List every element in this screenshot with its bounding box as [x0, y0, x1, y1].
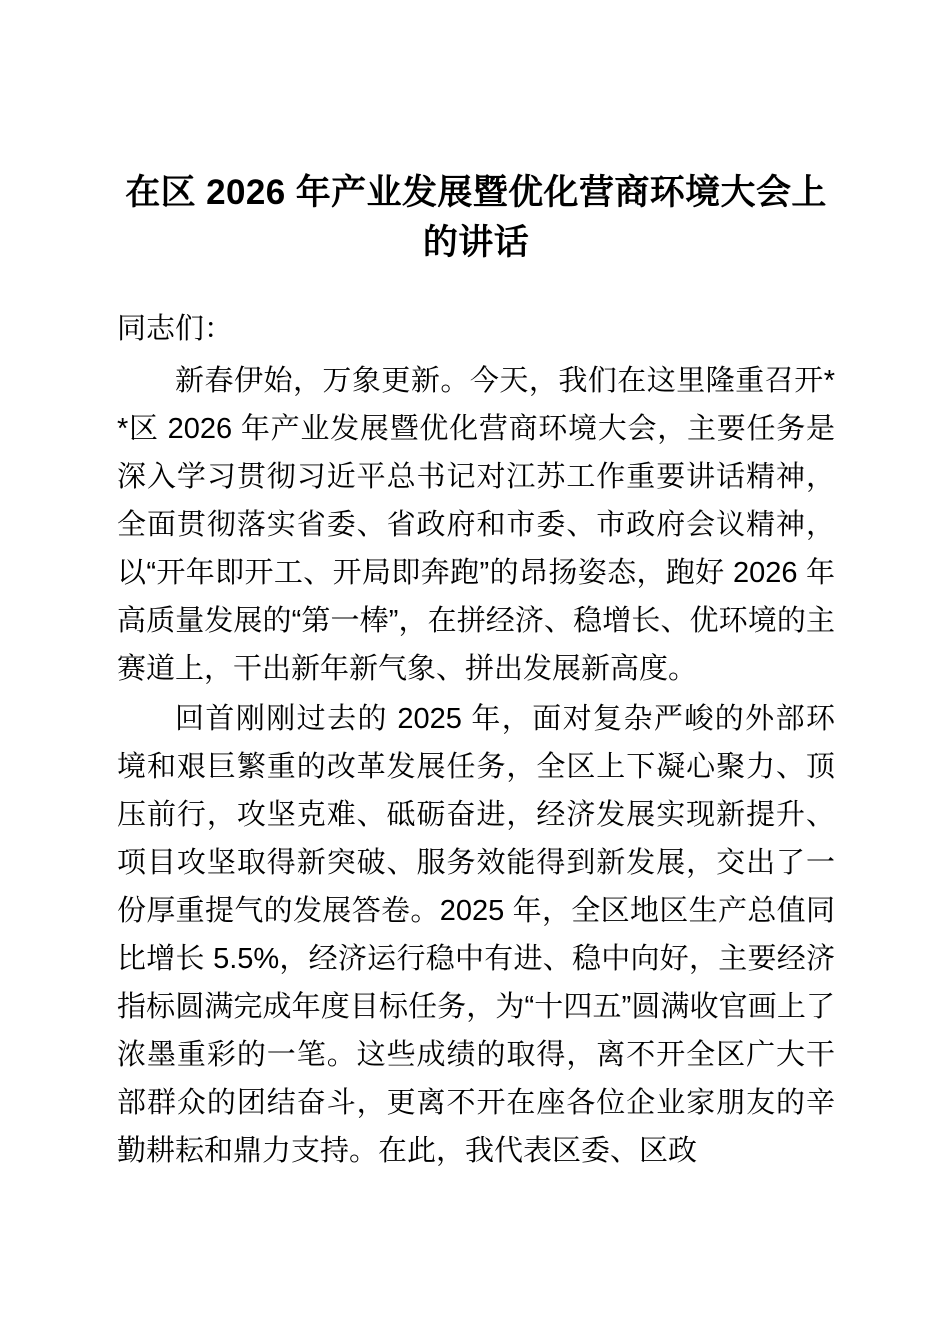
- salutation: 同志们：: [117, 313, 234, 346]
- body-paragraph-2: 回首刚刚过去的 2025 年，面对复杂严峻的外部环境和艰巨繁重的改革发展任务，全区上下凝心聚力、顶压前行，攻坚克难、砥砺奋进，经济发展实现新提升、项目攻坚取得新突破、服务效能得到新发展，交出了一份厚重提气的发展答卷。2025 年，全区地区生产总值同比增长 5.5%，经济运行稳中有进、稳中向好，主要经济指标圆满完成年度目标任务，为“十四五”圆满收官画上了浓墨重彩的一笔。这些成绩的取得，离不开全区广大干部群众的团结奋斗，更离不开在座各位企业家朋友的辛勤耕耘和鼎力支持。在此，我代表区委、区政: [117, 703, 835, 1168]
- body-paragraph-1: 新春伊始，万象更新。今天，我们在这里隆重召开**区 2026 年产业发展暨优化营商环境大会，主要任务是深入学习贯彻习近平总书记对江苏工作重要讲话精神，全面贯彻落实省委、省政府和市委、市政府会议精神，以“开年即开工、开局即奔跑”的昂扬姿态，跑好 2026 年高质量发展的“第一棒”，在拼经济、稳增长、优环境的主赛道上，干出新年新气象、拼出发展新高度。: [117, 365, 835, 686]
- page-title-line-1: 在区 2026 年产业发展暨优化营商环境大会上: [125, 173, 827, 212]
- document-content: [117, 0, 835, 1175]
- page-title: [117, 0, 835, 267]
- page-title-line-2: 的讲话: [422, 222, 530, 262]
